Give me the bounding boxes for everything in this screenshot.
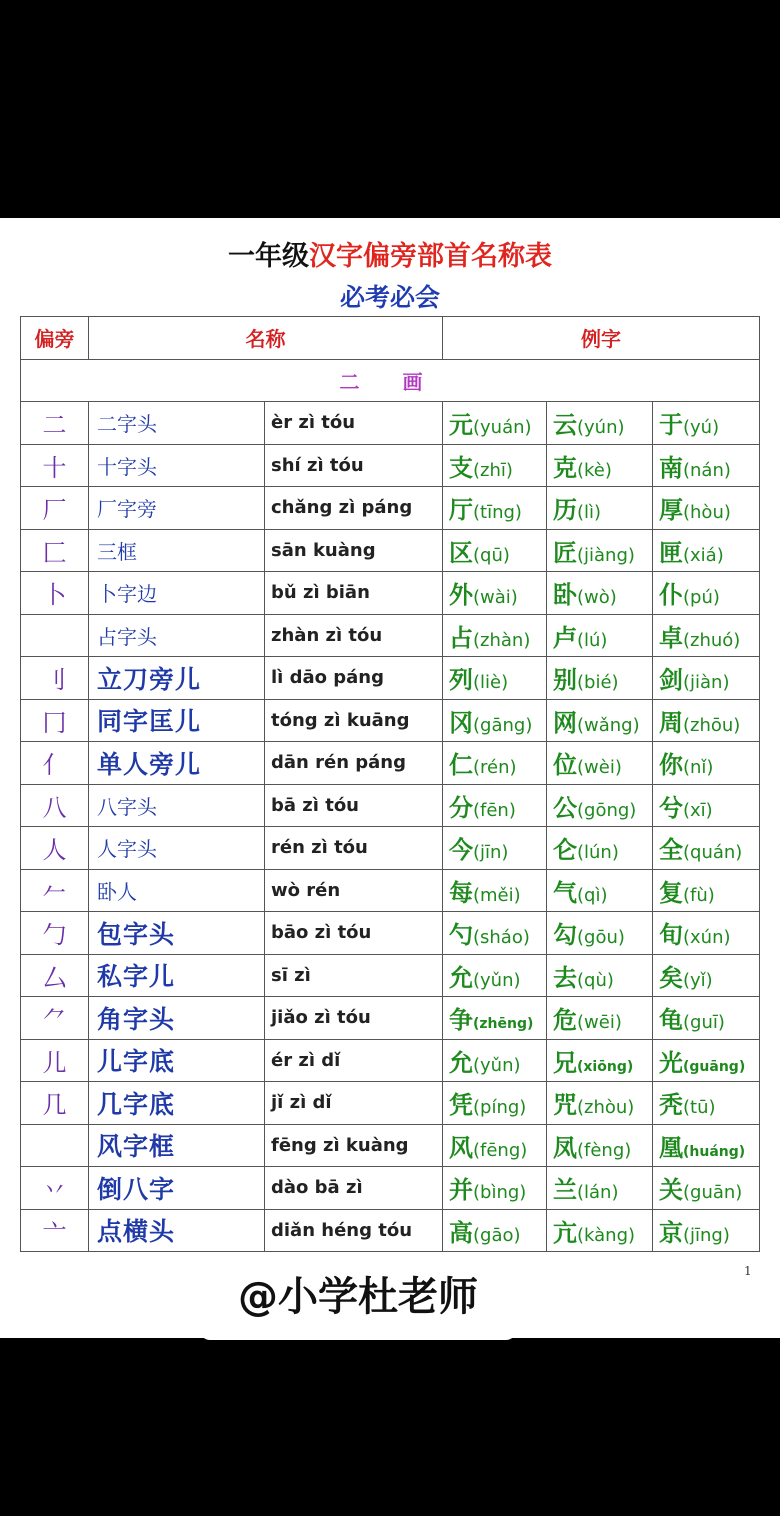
radical-name-cell: 八字头 bbox=[89, 784, 265, 827]
example-pinyin: (gōu) bbox=[577, 927, 625, 949]
example-cell bbox=[443, 529, 547, 572]
example-pinyin: (nǐ) bbox=[683, 757, 714, 779]
example-character: 勾 bbox=[553, 920, 577, 950]
example-pinyin: (xiōng) bbox=[577, 1058, 634, 1075]
example-character: 公 bbox=[553, 792, 577, 822]
example-pinyin: (wèi) bbox=[577, 757, 622, 779]
radical-name-cell: 人字头 bbox=[89, 827, 265, 870]
radical-cell: 冂 bbox=[21, 699, 89, 742]
radical-pinyin-cell: lì dāo páng bbox=[265, 657, 443, 700]
example-character: 风 bbox=[449, 1132, 473, 1162]
example-cell bbox=[443, 699, 547, 742]
radical-name-cell: 私字儿 bbox=[89, 954, 265, 997]
radical-cell: 亠 bbox=[21, 1209, 89, 1252]
example-pinyin: (yǔn) bbox=[473, 969, 521, 991]
radical-pinyin-cell: sān kuàng bbox=[265, 529, 443, 572]
example-character: 卢 bbox=[553, 622, 577, 652]
example-character: 允 bbox=[449, 962, 473, 992]
example-character: 剑 bbox=[659, 665, 683, 695]
example-character: 云 bbox=[553, 410, 577, 440]
example-cell bbox=[443, 954, 547, 997]
example-pinyin: (rén) bbox=[473, 757, 517, 779]
example-pinyin: (yǐ) bbox=[683, 969, 713, 991]
table-row bbox=[21, 1167, 760, 1210]
radical-name-cell: 儿字底 bbox=[89, 1039, 265, 1082]
example-character: 光 bbox=[659, 1047, 683, 1077]
table-row bbox=[21, 529, 760, 572]
example-pinyin: (pú) bbox=[683, 587, 720, 609]
radical-pinyin-cell: fēng zì kuàng bbox=[265, 1124, 443, 1167]
example-pinyin: (fēng) bbox=[473, 1139, 528, 1161]
header-radical: 偏旁 bbox=[21, 317, 89, 360]
example-pinyin: (píng) bbox=[473, 1097, 527, 1119]
example-character: 京 bbox=[659, 1217, 683, 1247]
example-pinyin: (fù) bbox=[683, 884, 715, 906]
radical-pinyin-cell: jǐ zì dǐ bbox=[265, 1082, 443, 1125]
page-title bbox=[0, 234, 780, 273]
radical-name-cell: 卜字边 bbox=[89, 572, 265, 615]
example-character: 卧 bbox=[553, 580, 577, 610]
example-pinyin: (qū) bbox=[473, 544, 510, 566]
page-subtitle: 必考必会 bbox=[339, 283, 440, 312]
example-cell bbox=[443, 742, 547, 785]
header-name: 名称 bbox=[89, 317, 443, 360]
example-character: 区 bbox=[449, 537, 473, 567]
radical-cell bbox=[21, 614, 89, 657]
example-pinyin: (zhuó) bbox=[683, 629, 741, 651]
radical-pinyin-cell: diǎn héng tóu bbox=[265, 1209, 443, 1252]
example-character: 今 bbox=[449, 835, 473, 865]
example-pinyin: (zhēng) bbox=[473, 1016, 534, 1033]
example-pinyin: (qù) bbox=[577, 969, 614, 991]
example-character: 争 bbox=[449, 1005, 473, 1035]
example-cell bbox=[547, 572, 653, 615]
example-pinyin: (zhòu) bbox=[577, 1097, 635, 1119]
table-row bbox=[21, 827, 760, 870]
radical-name-cell: 点横头 bbox=[89, 1209, 265, 1252]
example-cell bbox=[547, 742, 653, 785]
example-character: 秃 bbox=[659, 1090, 683, 1120]
example-character: 厚 bbox=[659, 495, 683, 525]
table-row bbox=[21, 699, 760, 742]
example-pinyin: (tīng) bbox=[473, 502, 522, 524]
radical-cell: 儿 bbox=[21, 1039, 89, 1082]
example-cell bbox=[653, 784, 760, 827]
example-cell bbox=[547, 1167, 653, 1210]
example-pinyin: (huáng) bbox=[683, 1143, 746, 1160]
radical-name-cell: 卧人 bbox=[89, 869, 265, 912]
example-cell bbox=[653, 869, 760, 912]
example-pinyin: (zhī) bbox=[473, 459, 513, 481]
example-pinyin: (bié) bbox=[577, 672, 619, 694]
radical-cell: 人 bbox=[21, 827, 89, 870]
radical-cell: 厂 bbox=[21, 487, 89, 530]
example-pinyin: (lán) bbox=[577, 1182, 619, 1204]
example-pinyin: (hòu) bbox=[683, 502, 731, 524]
example-cell bbox=[547, 1039, 653, 1082]
example-pinyin: (guāng) bbox=[683, 1058, 746, 1075]
radical-name-cell: 占字头 bbox=[89, 614, 265, 657]
table-row bbox=[21, 784, 760, 827]
radical-pinyin-cell: bāo zì tóu bbox=[265, 912, 443, 955]
example-cell bbox=[443, 614, 547, 657]
radical-cell: 勹 bbox=[21, 912, 89, 955]
table-row bbox=[21, 657, 760, 700]
example-pinyin: (tū) bbox=[683, 1097, 716, 1119]
section-label: 二 画 bbox=[21, 359, 760, 402]
radical-cell: 十 bbox=[21, 444, 89, 487]
example-cell bbox=[653, 657, 760, 700]
example-cell bbox=[653, 1124, 760, 1167]
example-character: 龟 bbox=[659, 1005, 683, 1035]
example-cell bbox=[653, 954, 760, 997]
table-header-row bbox=[21, 317, 760, 360]
example-cell bbox=[653, 827, 760, 870]
example-pinyin: (wǎng) bbox=[577, 714, 640, 736]
example-character: 兮 bbox=[659, 792, 683, 822]
radical-pinyin-cell: bǔ zì biān bbox=[265, 572, 443, 615]
table-row bbox=[21, 402, 760, 445]
example-pinyin: (guān) bbox=[683, 1182, 743, 1204]
watermark: @小学杜老师 bbox=[200, 1266, 516, 1340]
radical-cell: 丷 bbox=[21, 1167, 89, 1210]
table-row bbox=[21, 572, 760, 615]
table-row bbox=[21, 954, 760, 997]
radical-cell bbox=[21, 1124, 89, 1167]
radical-cell: ⺈ bbox=[21, 997, 89, 1040]
example-cell bbox=[547, 784, 653, 827]
radical-pinyin-cell: sī zì bbox=[265, 954, 443, 997]
radical-pinyin-cell: wò rén bbox=[265, 869, 443, 912]
page-number: 1 bbox=[744, 1264, 752, 1278]
radical-pinyin-cell: dào bā zì bbox=[265, 1167, 443, 1210]
table-row bbox=[21, 444, 760, 487]
example-cell bbox=[653, 997, 760, 1040]
example-character: 网 bbox=[553, 707, 577, 737]
example-cell bbox=[443, 997, 547, 1040]
example-character: 咒 bbox=[553, 1090, 577, 1120]
example-character: 去 bbox=[553, 962, 577, 992]
radical-cell: 厶 bbox=[21, 954, 89, 997]
example-pinyin: (lú) bbox=[577, 629, 608, 651]
example-cell bbox=[443, 487, 547, 530]
example-character: 匠 bbox=[553, 537, 577, 567]
example-cell bbox=[653, 572, 760, 615]
example-character: 卓 bbox=[659, 622, 683, 652]
example-cell bbox=[547, 869, 653, 912]
example-character: 你 bbox=[659, 750, 683, 780]
table-row bbox=[21, 1209, 760, 1252]
example-cell bbox=[653, 1209, 760, 1252]
example-pinyin: (zhàn) bbox=[473, 629, 531, 651]
example-pinyin: (xún) bbox=[683, 927, 731, 949]
radical-cell: 卜 bbox=[21, 572, 89, 615]
example-cell bbox=[547, 954, 653, 997]
example-cell bbox=[443, 1209, 547, 1252]
example-cell bbox=[653, 1082, 760, 1125]
table-row bbox=[21, 869, 760, 912]
example-character: 别 bbox=[553, 665, 577, 695]
radical-name-cell: 几字底 bbox=[89, 1082, 265, 1125]
example-pinyin: (jīng) bbox=[683, 1224, 730, 1246]
example-pinyin: (zhōu) bbox=[683, 714, 741, 736]
example-cell bbox=[653, 614, 760, 657]
example-character: 危 bbox=[553, 1005, 577, 1035]
example-character: 关 bbox=[659, 1175, 683, 1205]
radical-pinyin-cell: shí zì tóu bbox=[265, 444, 443, 487]
radical-cell: 八 bbox=[21, 784, 89, 827]
example-pinyin: (jiàn) bbox=[683, 672, 730, 694]
example-cell bbox=[443, 1082, 547, 1125]
example-cell bbox=[443, 1167, 547, 1210]
example-pinyin: (jīn) bbox=[473, 842, 509, 864]
example-cell bbox=[653, 402, 760, 445]
radical-name-cell: 包字头 bbox=[89, 912, 265, 955]
radical-pinyin-cell: tóng zì kuāng bbox=[265, 699, 443, 742]
document-page bbox=[0, 218, 780, 1338]
table-row bbox=[21, 997, 760, 1040]
example-character: 厅 bbox=[449, 495, 473, 525]
example-character: 列 bbox=[449, 665, 473, 695]
example-pinyin: (yuán) bbox=[473, 417, 532, 439]
example-character: 矣 bbox=[659, 962, 683, 992]
radical-name-cell: 厂字旁 bbox=[89, 487, 265, 530]
example-pinyin: (yún) bbox=[577, 417, 625, 439]
example-pinyin: (gāng) bbox=[473, 714, 533, 736]
example-character: 凰 bbox=[659, 1132, 683, 1162]
radical-pinyin-cell: chǎng zì páng bbox=[265, 487, 443, 530]
example-cell bbox=[547, 657, 653, 700]
example-character: 于 bbox=[659, 410, 683, 440]
example-character: 占 bbox=[449, 622, 473, 652]
example-cell bbox=[547, 1124, 653, 1167]
example-character: 全 bbox=[659, 835, 683, 865]
example-character: 兰 bbox=[553, 1175, 577, 1205]
title-main: 汉字偏旁部首名称表 bbox=[309, 241, 552, 272]
example-pinyin: (kàng) bbox=[577, 1224, 636, 1246]
example-cell bbox=[547, 402, 653, 445]
example-cell bbox=[547, 614, 653, 657]
example-cell bbox=[443, 444, 547, 487]
example-character: 气 bbox=[553, 877, 577, 907]
radical-pinyin-cell: bā zì tóu bbox=[265, 784, 443, 827]
example-pinyin: (xiá) bbox=[683, 544, 724, 566]
example-character: 支 bbox=[449, 452, 473, 482]
example-character: 并 bbox=[449, 1175, 473, 1205]
example-character: 凤 bbox=[553, 1132, 577, 1162]
example-character: 外 bbox=[449, 580, 473, 610]
example-character: 亢 bbox=[553, 1217, 577, 1247]
example-character: 勺 bbox=[449, 920, 473, 950]
example-pinyin: (nán) bbox=[683, 459, 731, 481]
example-pinyin: (lì) bbox=[577, 502, 602, 524]
title-grade: 一年级 bbox=[228, 241, 309, 272]
example-character: 冈 bbox=[449, 707, 473, 737]
example-character: 匣 bbox=[659, 537, 683, 567]
radical-name-cell: 立刀旁儿 bbox=[89, 657, 265, 700]
radical-name-cell: 角字头 bbox=[89, 997, 265, 1040]
example-pinyin: (yú) bbox=[683, 417, 720, 439]
example-pinyin: (qì) bbox=[577, 884, 608, 906]
example-pinyin: (yǔn) bbox=[473, 1054, 521, 1076]
radical-cell: 刂 bbox=[21, 657, 89, 700]
radical-cell: 亻 bbox=[21, 742, 89, 785]
example-character: 高 bbox=[449, 1217, 473, 1247]
example-cell bbox=[443, 869, 547, 912]
example-pinyin: (sháo) bbox=[473, 927, 530, 949]
example-pinyin: (fēn) bbox=[473, 799, 516, 821]
radical-pinyin-cell: dān rén páng bbox=[265, 742, 443, 785]
example-cell bbox=[443, 657, 547, 700]
example-pinyin: (wò) bbox=[577, 587, 617, 609]
table-row bbox=[21, 912, 760, 955]
example-character: 位 bbox=[553, 750, 577, 780]
example-cell bbox=[443, 1039, 547, 1082]
example-pinyin: (fèng) bbox=[577, 1139, 632, 1161]
radical-name-cell: 十字头 bbox=[89, 444, 265, 487]
example-pinyin: (kè) bbox=[577, 459, 612, 481]
example-cell bbox=[653, 699, 760, 742]
radical-name-cell: 二字头 bbox=[89, 402, 265, 445]
example-cell bbox=[653, 912, 760, 955]
example-character: 南 bbox=[659, 452, 683, 482]
example-character: 周 bbox=[659, 707, 683, 737]
table-row bbox=[21, 1124, 760, 1167]
table-row bbox=[21, 1082, 760, 1125]
header-examples: 例字 bbox=[443, 317, 760, 360]
example-cell bbox=[547, 1082, 653, 1125]
example-cell bbox=[653, 487, 760, 530]
example-character: 旬 bbox=[659, 920, 683, 950]
table-row bbox=[21, 1039, 760, 1082]
example-cell bbox=[443, 572, 547, 615]
example-character: 仑 bbox=[553, 835, 577, 865]
radical-name-cell: 单人旁儿 bbox=[89, 742, 265, 785]
radical-cell: 𠂉 bbox=[21, 869, 89, 912]
example-pinyin: (bìng) bbox=[473, 1182, 527, 1204]
example-pinyin: (gōng) bbox=[577, 799, 637, 821]
radical-pinyin-cell: rén zì tóu bbox=[265, 827, 443, 870]
example-pinyin: (quán) bbox=[683, 842, 743, 864]
example-cell bbox=[443, 912, 547, 955]
example-character: 每 bbox=[449, 877, 473, 907]
example-cell bbox=[547, 487, 653, 530]
example-cell bbox=[653, 1039, 760, 1082]
example-character: 仁 bbox=[449, 750, 473, 780]
example-cell bbox=[547, 1209, 653, 1252]
example-pinyin: (wài) bbox=[473, 587, 518, 609]
radical-cell: 匚 bbox=[21, 529, 89, 572]
example-pinyin: (jiàng) bbox=[577, 544, 635, 566]
radical-name-cell: 同字匡儿 bbox=[89, 699, 265, 742]
example-character: 仆 bbox=[659, 580, 683, 610]
example-cell bbox=[547, 699, 653, 742]
example-character: 克 bbox=[553, 452, 577, 482]
table-row bbox=[21, 614, 760, 657]
example-cell bbox=[547, 997, 653, 1040]
example-character: 允 bbox=[449, 1047, 473, 1077]
example-cell bbox=[443, 402, 547, 445]
example-cell bbox=[653, 444, 760, 487]
radical-cell: 二 bbox=[21, 402, 89, 445]
example-character: 复 bbox=[659, 877, 683, 907]
section-row bbox=[21, 359, 760, 402]
radical-pinyin-cell: zhàn zì tóu bbox=[265, 614, 443, 657]
example-pinyin: (xī) bbox=[683, 799, 713, 821]
radical-name-cell: 倒八字 bbox=[89, 1167, 265, 1210]
example-pinyin: (wēi) bbox=[577, 1012, 622, 1034]
example-cell bbox=[547, 912, 653, 955]
radical-pinyin-cell: ér zì dǐ bbox=[265, 1039, 443, 1082]
example-cell bbox=[547, 827, 653, 870]
example-cell bbox=[653, 1167, 760, 1210]
example-cell bbox=[443, 827, 547, 870]
example-character: 分 bbox=[449, 792, 473, 822]
example-character: 凭 bbox=[449, 1090, 473, 1120]
example-pinyin: (měi) bbox=[473, 884, 521, 906]
example-character: 历 bbox=[553, 495, 577, 525]
example-pinyin: (lún) bbox=[577, 842, 619, 864]
example-character: 元 bbox=[449, 410, 473, 440]
example-cell bbox=[443, 784, 547, 827]
example-cell bbox=[653, 529, 760, 572]
example-cell bbox=[547, 529, 653, 572]
example-pinyin: (liè) bbox=[473, 672, 509, 694]
table-row bbox=[21, 742, 760, 785]
radical-table bbox=[20, 316, 760, 1252]
example-pinyin: (guī) bbox=[683, 1012, 725, 1034]
example-cell bbox=[653, 742, 760, 785]
example-cell bbox=[443, 1124, 547, 1167]
example-pinyin: (gāo) bbox=[473, 1224, 521, 1246]
radical-name-cell: 风字框 bbox=[89, 1124, 265, 1167]
radical-name-cell: 三框 bbox=[89, 529, 265, 572]
radical-cell: 几 bbox=[21, 1082, 89, 1125]
radical-pinyin-cell: jiǎo zì tóu bbox=[265, 997, 443, 1040]
table-row bbox=[21, 487, 760, 530]
example-character: 兄 bbox=[553, 1047, 577, 1077]
example-cell bbox=[547, 444, 653, 487]
radical-pinyin-cell: èr zì tóu bbox=[265, 402, 443, 445]
